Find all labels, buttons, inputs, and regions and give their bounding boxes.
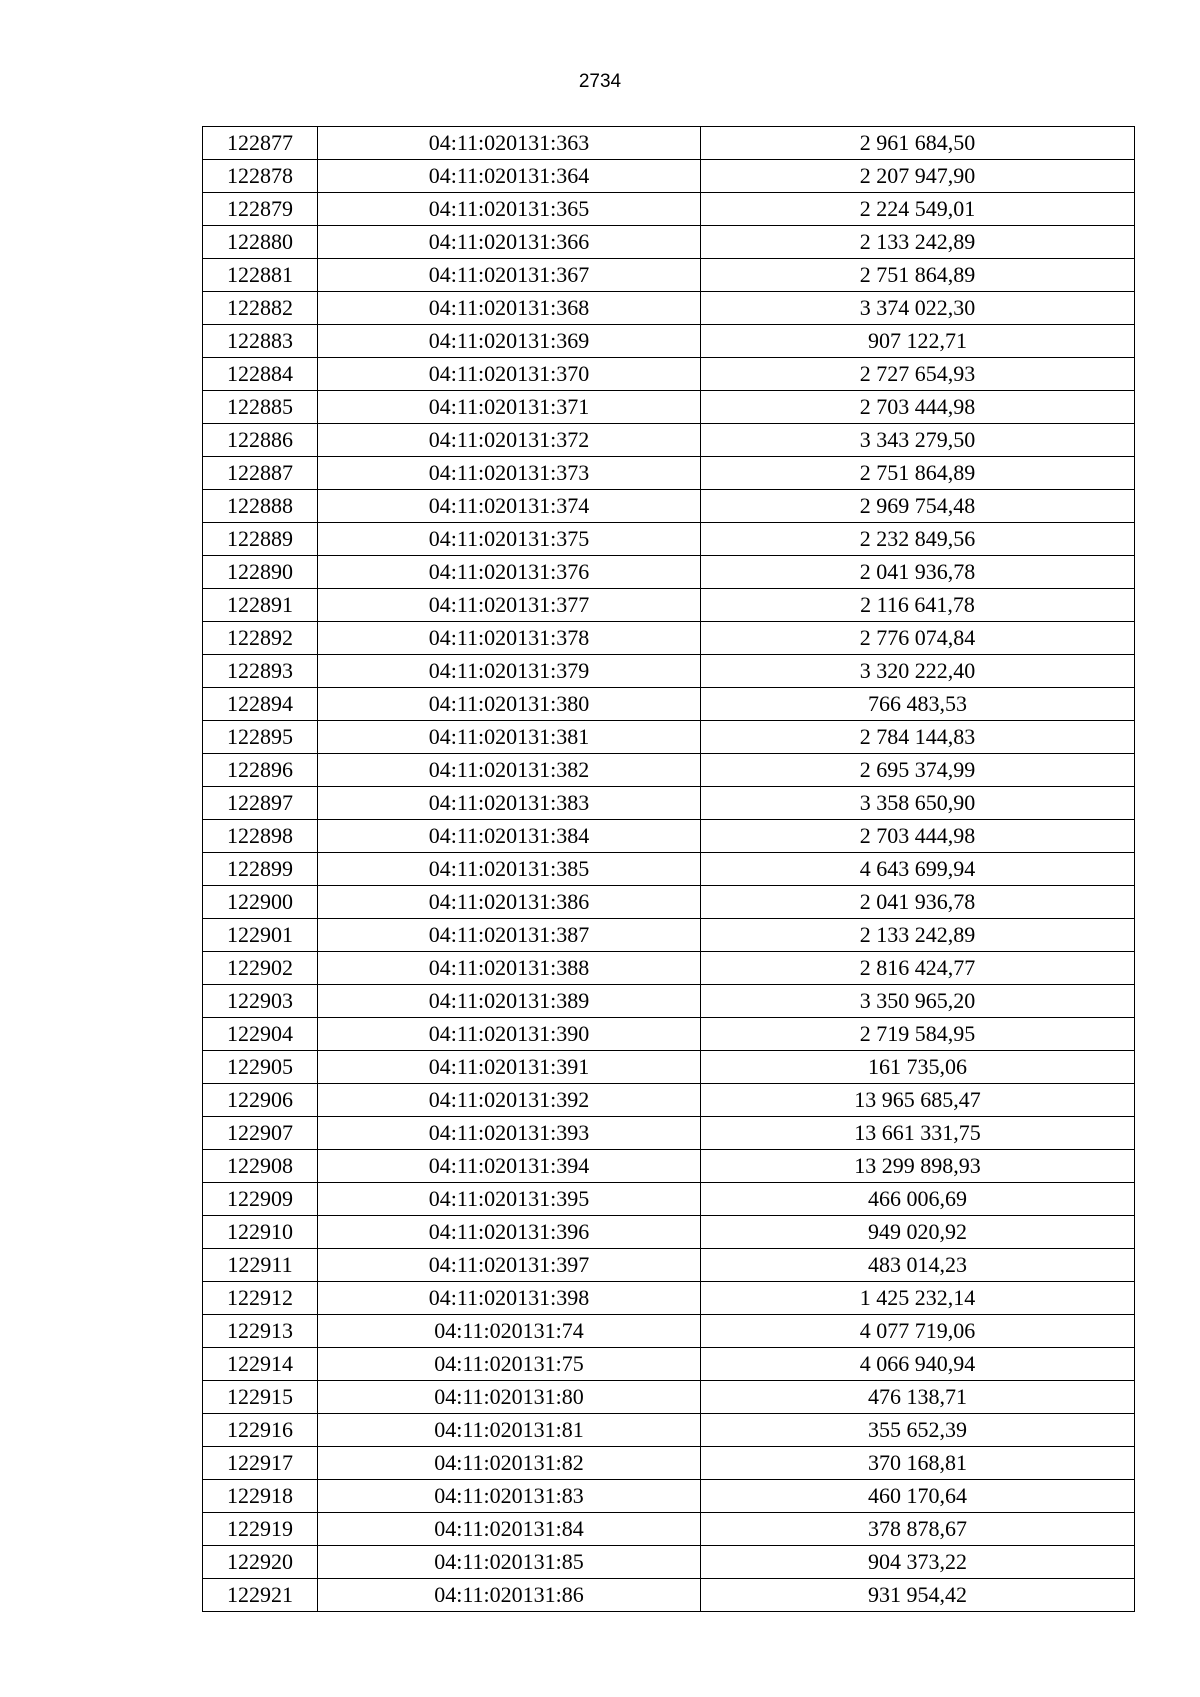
cadastral-number-cell: 04:11:020131:378 xyxy=(318,622,701,655)
row-number-cell: 122917 xyxy=(203,1447,318,1480)
value-cell: 2 727 654,93 xyxy=(701,358,1135,391)
page-number: 2734 xyxy=(578,71,622,92)
cadastral-number-cell: 04:11:020131:367 xyxy=(318,259,701,292)
row-number-cell: 122911 xyxy=(203,1249,318,1282)
table-row xyxy=(203,391,1135,424)
value-cell: 476 138,71 xyxy=(701,1381,1135,1414)
value-cell: 370 168,81 xyxy=(701,1447,1135,1480)
cadastral-number-cell: 04:11:020131:370 xyxy=(318,358,701,391)
row-number-cell: 122902 xyxy=(203,952,318,985)
cadastral-number-cell: 04:11:020131:364 xyxy=(318,160,701,193)
value-cell: 904 373,22 xyxy=(701,1546,1135,1579)
cadastral-number-cell: 04:11:020131:368 xyxy=(318,292,701,325)
table-row xyxy=(203,325,1135,358)
value-cell: 3 343 279,50 xyxy=(701,424,1135,457)
value-cell: 3 320 222,40 xyxy=(701,655,1135,688)
table-row xyxy=(203,457,1135,490)
cadastral-number-cell: 04:11:020131:386 xyxy=(318,886,701,919)
cadastral-number-cell: 04:11:020131:389 xyxy=(318,985,701,1018)
table-row xyxy=(203,1216,1135,1249)
value-cell: 2 703 444,98 xyxy=(701,820,1135,853)
table-row xyxy=(203,655,1135,688)
table-row xyxy=(203,721,1135,754)
row-number-cell: 122889 xyxy=(203,523,318,556)
table-row xyxy=(203,556,1135,589)
value-cell: 483 014,23 xyxy=(701,1249,1135,1282)
table-row xyxy=(203,1480,1135,1513)
value-cell: 949 020,92 xyxy=(701,1216,1135,1249)
cadastral-number-cell: 04:11:020131:376 xyxy=(318,556,701,589)
table-row xyxy=(203,193,1135,226)
value-cell: 2 969 754,48 xyxy=(701,490,1135,523)
cadastral-number-cell: 04:11:020131:394 xyxy=(318,1150,701,1183)
cadastral-number-cell: 04:11:020131:369 xyxy=(318,325,701,358)
row-number-cell: 122903 xyxy=(203,985,318,1018)
row-number-cell: 122891 xyxy=(203,589,318,622)
value-cell: 2 784 144,83 xyxy=(701,721,1135,754)
value-cell: 2 041 936,78 xyxy=(701,886,1135,919)
cadastral-number-cell: 04:11:020131:395 xyxy=(318,1183,701,1216)
cadastral-number-cell: 04:11:020131:382 xyxy=(318,754,701,787)
row-number-cell: 122899 xyxy=(203,853,318,886)
cadastral-number-cell: 04:11:020131:74 xyxy=(318,1315,701,1348)
table-row xyxy=(203,259,1135,292)
value-cell: 2 232 849,56 xyxy=(701,523,1135,556)
cadastral-number-cell: 04:11:020131:81 xyxy=(318,1414,701,1447)
table-row xyxy=(203,1018,1135,1051)
value-cell: 2 703 444,98 xyxy=(701,391,1135,424)
value-cell: 4 077 719,06 xyxy=(701,1315,1135,1348)
value-cell: 2 816 424,77 xyxy=(701,952,1135,985)
table-row xyxy=(203,1282,1135,1315)
table-row xyxy=(203,1051,1135,1084)
value-cell: 1 425 232,14 xyxy=(701,1282,1135,1315)
cadastral-number-cell: 04:11:020131:381 xyxy=(318,721,701,754)
cadastral-number-cell: 04:11:020131:373 xyxy=(318,457,701,490)
value-cell: 378 878,67 xyxy=(701,1513,1135,1546)
row-number-cell: 122882 xyxy=(203,292,318,325)
table-row xyxy=(203,1447,1135,1480)
cadastral-number-cell: 04:11:020131:374 xyxy=(318,490,701,523)
value-cell: 3 350 965,20 xyxy=(701,985,1135,1018)
table-row xyxy=(203,919,1135,952)
cadastral-number-cell: 04:11:020131:377 xyxy=(318,589,701,622)
value-cell: 766 483,53 xyxy=(701,688,1135,721)
cadastral-number-cell: 04:11:020131:86 xyxy=(318,1579,701,1612)
value-cell: 13 965 685,47 xyxy=(701,1084,1135,1117)
cadastral-number-cell: 04:11:020131:380 xyxy=(318,688,701,721)
value-cell: 2 719 584,95 xyxy=(701,1018,1135,1051)
value-cell: 2 133 242,89 xyxy=(701,226,1135,259)
table-row xyxy=(203,787,1135,820)
row-number-cell: 122908 xyxy=(203,1150,318,1183)
row-number-cell: 122909 xyxy=(203,1183,318,1216)
row-number-cell: 122884 xyxy=(203,358,318,391)
row-number-cell: 122878 xyxy=(203,160,318,193)
registry-table xyxy=(202,126,1135,1612)
value-cell: 2 133 242,89 xyxy=(701,919,1135,952)
cadastral-number-cell: 04:11:020131:387 xyxy=(318,919,701,952)
table-row xyxy=(203,1579,1135,1612)
value-cell: 2 961 684,50 xyxy=(701,127,1135,160)
table-row xyxy=(203,1150,1135,1183)
cadastral-number-cell: 04:11:020131:375 xyxy=(318,523,701,556)
table-row xyxy=(203,1513,1135,1546)
row-number-cell: 122904 xyxy=(203,1018,318,1051)
table-row xyxy=(203,853,1135,886)
row-number-cell: 122883 xyxy=(203,325,318,358)
cadastral-number-cell: 04:11:020131:366 xyxy=(318,226,701,259)
row-number-cell: 122886 xyxy=(203,424,318,457)
row-number-cell: 122905 xyxy=(203,1051,318,1084)
cadastral-number-cell: 04:11:020131:393 xyxy=(318,1117,701,1150)
table-row xyxy=(203,1183,1135,1216)
table-row xyxy=(203,358,1135,391)
row-number-cell: 122920 xyxy=(203,1546,318,1579)
value-cell: 13 661 331,75 xyxy=(701,1117,1135,1150)
table-row xyxy=(203,820,1135,853)
table-row xyxy=(203,424,1135,457)
row-number-cell: 122894 xyxy=(203,688,318,721)
table-row xyxy=(203,160,1135,193)
table-row xyxy=(203,523,1135,556)
value-cell: 4 066 940,94 xyxy=(701,1348,1135,1381)
value-cell: 931 954,42 xyxy=(701,1579,1135,1612)
value-cell: 2 224 549,01 xyxy=(701,193,1135,226)
row-number-cell: 122879 xyxy=(203,193,318,226)
row-number-cell: 122893 xyxy=(203,655,318,688)
cadastral-number-cell: 04:11:020131:371 xyxy=(318,391,701,424)
row-number-cell: 122914 xyxy=(203,1348,318,1381)
value-cell: 2 116 641,78 xyxy=(701,589,1135,622)
table-row xyxy=(203,226,1135,259)
row-number-cell: 122912 xyxy=(203,1282,318,1315)
row-number-cell: 122877 xyxy=(203,127,318,160)
value-cell: 355 652,39 xyxy=(701,1414,1135,1447)
cadastral-number-cell: 04:11:020131:397 xyxy=(318,1249,701,1282)
table-row xyxy=(203,127,1135,160)
value-cell: 3 358 650,90 xyxy=(701,787,1135,820)
row-number-cell: 122916 xyxy=(203,1414,318,1447)
table-row xyxy=(203,622,1135,655)
cadastral-number-cell: 04:11:020131:388 xyxy=(318,952,701,985)
cadastral-number-cell: 04:11:020131:82 xyxy=(318,1447,701,1480)
row-number-cell: 122881 xyxy=(203,259,318,292)
value-cell: 466 006,69 xyxy=(701,1183,1135,1216)
value-cell: 13 299 898,93 xyxy=(701,1150,1135,1183)
value-cell: 907 122,71 xyxy=(701,325,1135,358)
value-cell: 2 751 864,89 xyxy=(701,259,1135,292)
table-row xyxy=(203,1084,1135,1117)
value-cell: 2 207 947,90 xyxy=(701,160,1135,193)
table-row xyxy=(203,490,1135,523)
value-cell: 161 735,06 xyxy=(701,1051,1135,1084)
row-number-cell: 122910 xyxy=(203,1216,318,1249)
cadastral-number-cell: 04:11:020131:385 xyxy=(318,853,701,886)
value-cell: 2 695 374,99 xyxy=(701,754,1135,787)
row-number-cell: 122888 xyxy=(203,490,318,523)
row-number-cell: 122901 xyxy=(203,919,318,952)
row-number-cell: 122918 xyxy=(203,1480,318,1513)
table-row xyxy=(203,589,1135,622)
cadastral-number-cell: 04:11:020131:85 xyxy=(318,1546,701,1579)
cadastral-number-cell: 04:11:020131:383 xyxy=(318,787,701,820)
cadastral-number-cell: 04:11:020131:379 xyxy=(318,655,701,688)
row-number-cell: 122895 xyxy=(203,721,318,754)
table-row xyxy=(203,688,1135,721)
table-row xyxy=(203,1117,1135,1150)
value-cell: 2 751 864,89 xyxy=(701,457,1135,490)
value-cell: 2 041 936,78 xyxy=(701,556,1135,589)
value-cell: 2 776 074,84 xyxy=(701,622,1135,655)
registry-table-body xyxy=(203,127,1135,1612)
row-number-cell: 122921 xyxy=(203,1579,318,1612)
table-row xyxy=(203,886,1135,919)
row-number-cell: 122887 xyxy=(203,457,318,490)
value-cell: 4 643 699,94 xyxy=(701,853,1135,886)
row-number-cell: 122906 xyxy=(203,1084,318,1117)
table-row xyxy=(203,1546,1135,1579)
cadastral-number-cell: 04:11:020131:83 xyxy=(318,1480,701,1513)
row-number-cell: 122897 xyxy=(203,787,318,820)
cadastral-number-cell: 04:11:020131:75 xyxy=(318,1348,701,1381)
row-number-cell: 122890 xyxy=(203,556,318,589)
row-number-cell: 122896 xyxy=(203,754,318,787)
cadastral-number-cell: 04:11:020131:84 xyxy=(318,1513,701,1546)
row-number-cell: 122907 xyxy=(203,1117,318,1150)
table-row xyxy=(203,1348,1135,1381)
table-row xyxy=(203,985,1135,1018)
row-number-cell: 122898 xyxy=(203,820,318,853)
table-row xyxy=(203,292,1135,325)
row-number-cell: 122919 xyxy=(203,1513,318,1546)
cadastral-number-cell: 04:11:020131:392 xyxy=(318,1084,701,1117)
cadastral-number-cell: 04:11:020131:398 xyxy=(318,1282,701,1315)
cadastral-number-cell: 04:11:020131:365 xyxy=(318,193,701,226)
cadastral-number-cell: 04:11:020131:390 xyxy=(318,1018,701,1051)
cadastral-number-cell: 04:11:020131:384 xyxy=(318,820,701,853)
table-row xyxy=(203,952,1135,985)
cadastral-number-cell: 04:11:020131:80 xyxy=(318,1381,701,1414)
value-cell: 3 374 022,30 xyxy=(701,292,1135,325)
table-row xyxy=(203,1381,1135,1414)
table-row xyxy=(203,754,1135,787)
row-number-cell: 122913 xyxy=(203,1315,318,1348)
cadastral-number-cell: 04:11:020131:396 xyxy=(318,1216,701,1249)
cadastral-number-cell: 04:11:020131:372 xyxy=(318,424,701,457)
table-row xyxy=(203,1414,1135,1447)
value-cell: 460 170,64 xyxy=(701,1480,1135,1513)
row-number-cell: 122900 xyxy=(203,886,318,919)
row-number-cell: 122915 xyxy=(203,1381,318,1414)
table-row xyxy=(203,1315,1135,1348)
row-number-cell: 122885 xyxy=(203,391,318,424)
row-number-cell: 122880 xyxy=(203,226,318,259)
cadastral-number-cell: 04:11:020131:391 xyxy=(318,1051,701,1084)
table-row xyxy=(203,1249,1135,1282)
row-number-cell: 122892 xyxy=(203,622,318,655)
cadastral-number-cell: 04:11:020131:363 xyxy=(318,127,701,160)
